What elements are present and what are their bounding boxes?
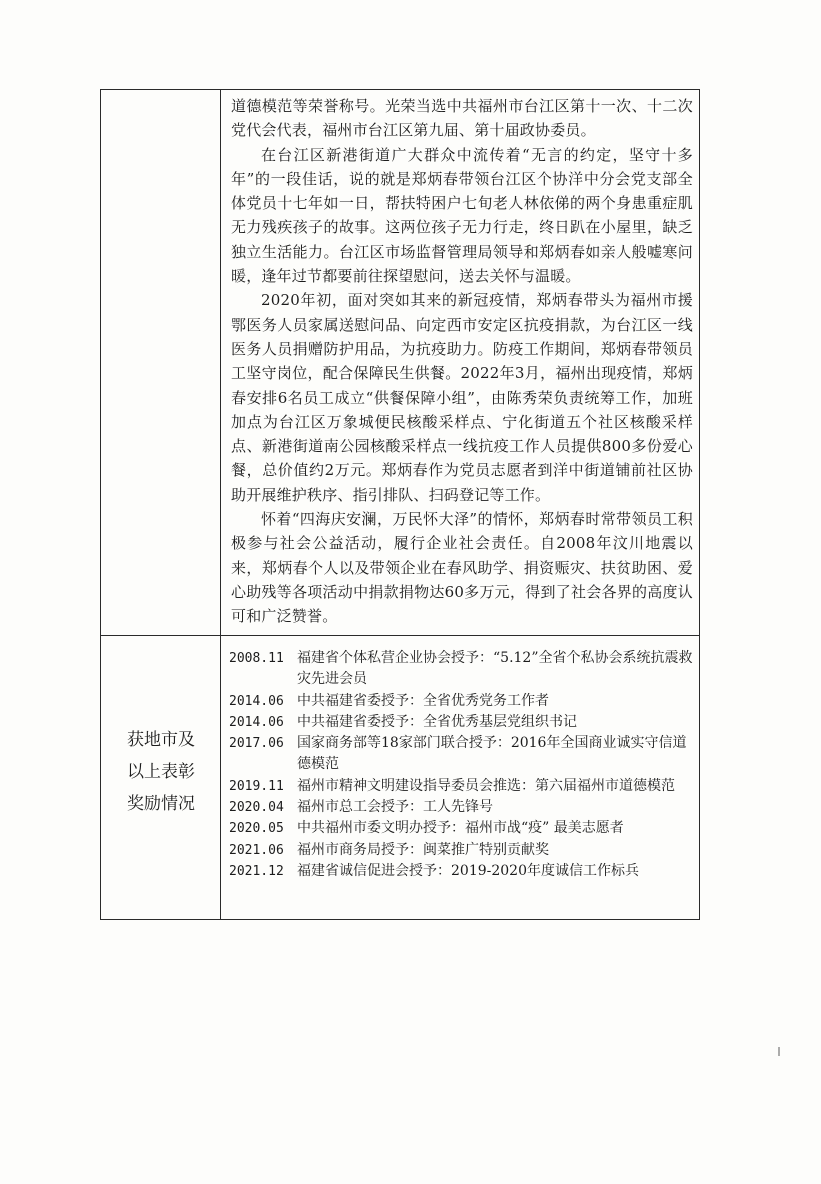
awards-label-line: 获地市及 (127, 730, 195, 750)
award-text: 福州市总工会授予：工人先锋号 (297, 799, 493, 816)
award-item (229, 776, 697, 797)
story-paragraph: 在台江区新港街道广大群众中流传着“无言的约定，坚守十多年”的一段佳话，说的就是郑炳春带领台江区个协洋中分会党支部全体党员十七年如一日，帮扶特困户七旬老人林依俤的两个身患重症肌无力残疾孩子的故事。这两位孩子无力行走，终日趴在小屋里，缺乏独立生活能力。台江区市场监督管理局领导和郑炳春如亲人般嘘寒问暖，逢年过节都要前往探望慰问，送去关怀与温暖。 (231, 145, 693, 286)
award-date: 2020.05 (229, 821, 284, 837)
award-item (229, 840, 697, 861)
award-item (229, 648, 697, 691)
award-item (229, 712, 697, 733)
record-table (100, 89, 700, 920)
award-text: 福州市商务局授予：闽菜推广特别贡献奖 (297, 841, 549, 858)
story-paragraph: 道德模范等荣誉称号。光荣当选中共福州市台江区第十一次、十二次党代会代表，福州市台江区第九届、第十届政协委员。 (231, 97, 693, 140)
award-text: 国家商务部等18家部门联合授予：2016年全国商业诚实守信道德模范 (297, 735, 687, 773)
award-item (229, 861, 697, 882)
awards-label (101, 724, 221, 820)
award-item (229, 733, 697, 776)
award-date: 2021.12 (229, 863, 284, 879)
award-date: 2017.06 (229, 736, 284, 752)
award-date: 2014.06 (229, 714, 284, 730)
award-date: 2019.11 (229, 778, 284, 794)
award-text: 福州市精神文明建设指导委员会推选：第六届福州市道德模范 (297, 777, 675, 794)
award-text: 中共福建省委授予：全省优秀党务工作者 (297, 692, 549, 709)
award-text: 中共福建省委授予：全省优秀基层党组织书记 (297, 713, 577, 730)
award-date: 2008.11 (229, 651, 284, 666)
story-paragraph: 怀着“四海庆安澜，万民怀大泽”的情怀，郑炳春时常带领员工积极参与社会公益活动，履行企业社会责任。自2008年汶川地震以来，郑炳春个人以及带领企业在春风助学、捐资赈灾、扶贫助困、爱心助残等各项活动中捐款捐物达60多万元，得到了社会各界的高度认可和广泛赞誉。 (231, 510, 693, 626)
story-paragraph: 2020年初，面对突如其来的新冠疫情，郑炳春带头为福州市援鄂医务人员家属送慰问品、向定西市安定区抗疫捐款，为台江区一线医务人员捐赠防护用品，为抗疫助力。防疫工作期间，郑炳春带领员工坚守岗位，配合保障民生供餐。2022年3月，福州出现疫情，郑炳春安排6名员工成立“供餐保障小组”，由陈秀荣负责统筹工作，加班加点为台江区万象城便民核酸采样点、宁化街道五个社区核酸采样点、新港街道南公园核酸采样点一线抗疫工作人员提供800多份爱心餐，总价值约2万元。郑炳春作为党员志愿者到洋中街道铺前社区协助开展维护秩序、指引排队、扫码登记等工作。 (231, 291, 693, 504)
awards-label-line: 奖励情况 (127, 794, 195, 814)
award-text: 中共福州市委文明办授予：福州市战“疫” 最美志愿者 (297, 820, 624, 837)
awards-list (229, 648, 697, 882)
row-divider (101, 635, 699, 636)
award-text: 福建省个体私营企业协会授予：“5.12”全省个私协会系统抗震救灾先进会员 (297, 650, 693, 688)
award-date: 2014.06 (229, 693, 284, 709)
award-date: 2020.04 (229, 800, 284, 816)
story-text (231, 94, 693, 629)
award-date: 2021.06 (229, 842, 284, 858)
awards-label-line: 以上表彰 (127, 762, 195, 782)
award-text: 福建省诚信促进会授予：2019-2020年度诚信工作标兵 (297, 862, 639, 879)
award-item (229, 797, 697, 818)
scan-mark (778, 1047, 780, 1056)
award-item (229, 691, 697, 712)
award-item (229, 818, 697, 839)
